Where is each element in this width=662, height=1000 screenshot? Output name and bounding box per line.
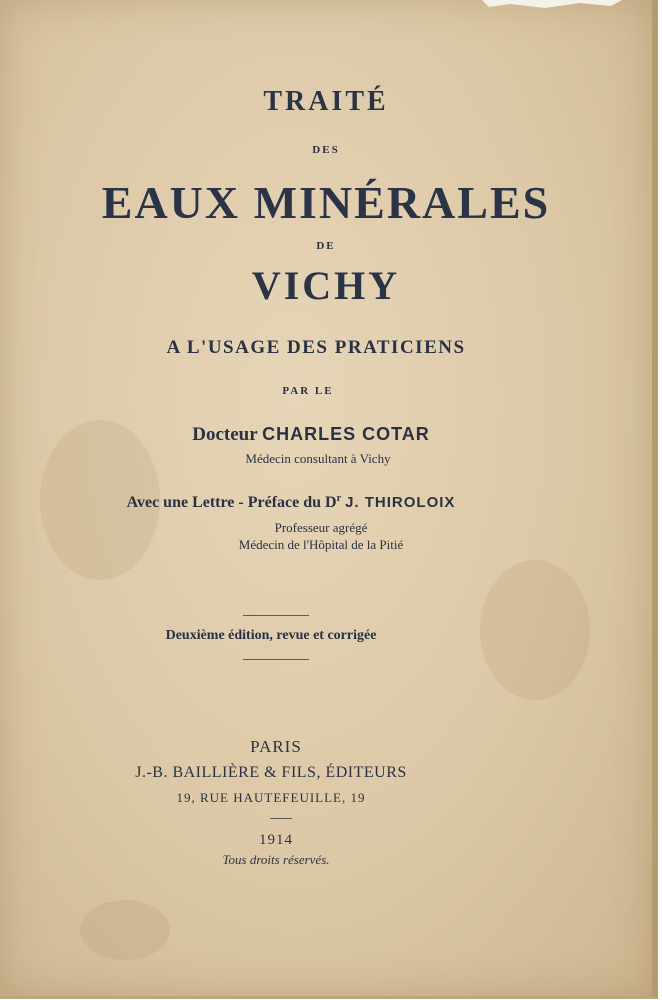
par-le: PAR LE bbox=[282, 385, 334, 397]
preface-name: J. THIROLOIX bbox=[345, 494, 456, 511]
author-name: CHARLES COTAR bbox=[262, 424, 430, 444]
preface-role-1: Professeur agrégé bbox=[274, 520, 368, 535]
publisher-name: J.-B. BAILLIÈRE & FILS, ÉDITEURS bbox=[135, 764, 407, 781]
preface-line bbox=[0, 493, 617, 512]
publisher-city: PARIS bbox=[250, 737, 302, 756]
publisher-address: 19, RUE HAUTEFEUILLE, 19 bbox=[176, 790, 366, 805]
torn-corner bbox=[482, 0, 622, 10]
subtitle: A L'USAGE DES PRATICIENS bbox=[166, 337, 466, 358]
title-place: VICHY bbox=[251, 263, 401, 308]
divider-rule-small bbox=[270, 818, 292, 819]
title-main: EAUX MINÉRALES bbox=[101, 177, 551, 228]
preface-text: Avec une Lettre - Préface du bbox=[126, 494, 322, 511]
preface-role-2: Médecin de l'Hôpital de la Pitié bbox=[238, 537, 404, 552]
title-de: DE bbox=[316, 240, 336, 252]
author-line bbox=[0, 424, 637, 446]
author-role: Médecin consultant à Vichy bbox=[245, 451, 391, 466]
divider-rule-bottom bbox=[243, 659, 309, 660]
publication-year: 1914 bbox=[259, 832, 293, 848]
preface-dr: D bbox=[325, 494, 337, 511]
paper-stain bbox=[80, 900, 170, 960]
title-des: DES bbox=[312, 144, 340, 156]
divider-rule-top bbox=[243, 615, 309, 616]
author-prefix: Docteur bbox=[192, 424, 258, 445]
title-traite: TRAITÉ bbox=[263, 86, 389, 117]
preface-dr-sup: r bbox=[336, 493, 342, 504]
edition-note: Deuxième édition, revue et corrigée bbox=[165, 628, 377, 643]
rights-notice: Tous droits réservés. bbox=[222, 852, 330, 867]
